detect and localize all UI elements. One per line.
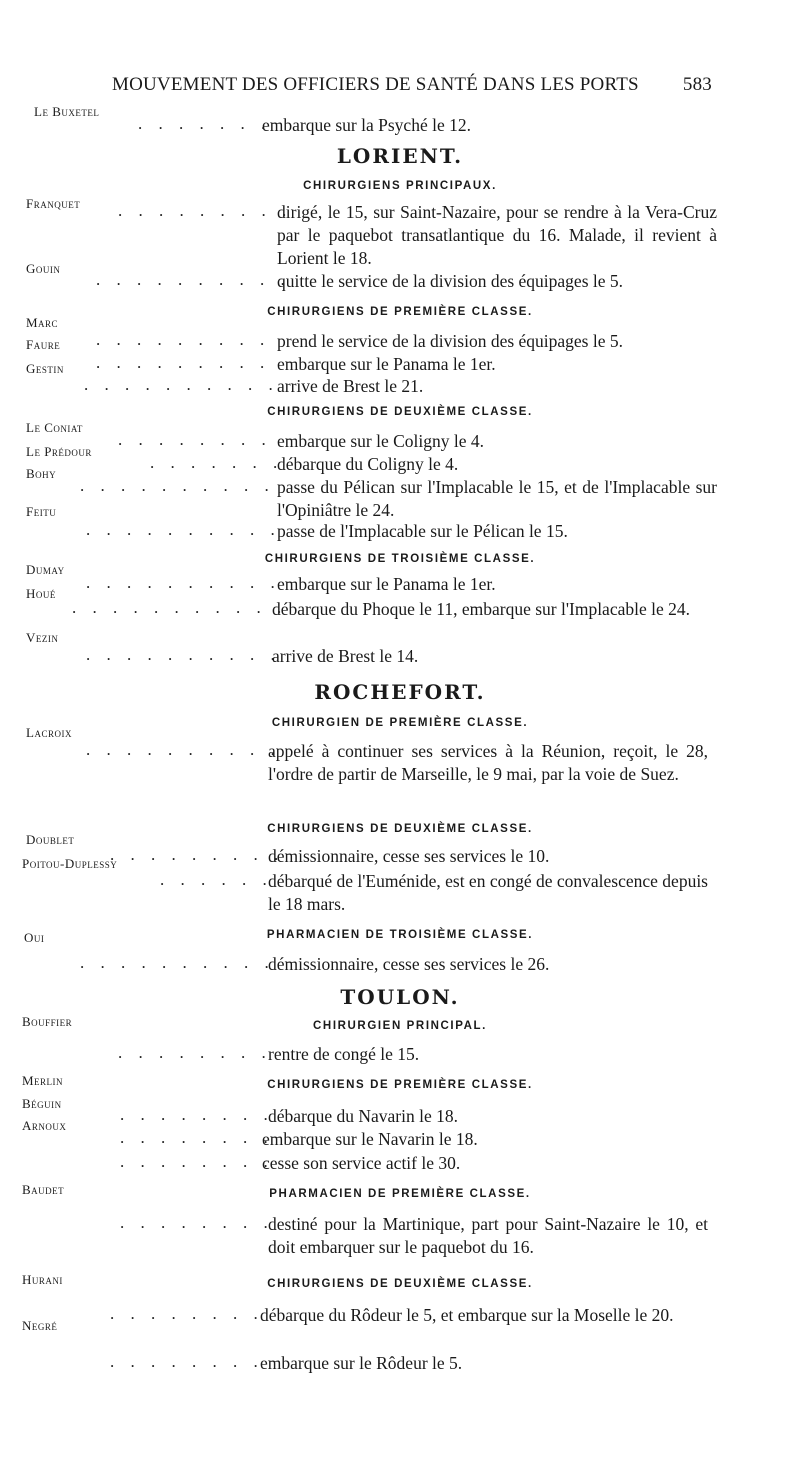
officer-name: Gouin [26,261,61,276]
port-heading-toulon: TOULON. [340,985,460,1009]
entry-text: débarque du Rôdeur le 5, et embarque sur la Moselle le 20. [260,1305,674,1325]
leader-dots: . . . . . . . [150,453,284,472]
running-header [112,74,712,100]
entry-text: quitte le service de la division des équipages le 5. [277,271,624,291]
officer-name: Merlin [22,1073,64,1088]
officer-name: Gestin [26,361,64,376]
entry-text: débarque du Phoque le 11, embarque sur l'Implacable le 24. [272,599,690,619]
entry-text: cesse son service actif le 30. [262,1153,461,1173]
officer-name: Vezin [26,630,59,645]
leader-dots: . . . . . . . . [118,1043,272,1062]
entry-text: débarque du Navarin le 18. [268,1106,458,1126]
officer-name: Béguin [22,1096,62,1111]
officer-name: Le Coniat [26,420,83,435]
entry-text: embarque sur le Panama le 1er. [277,574,496,594]
leader-dots: . . . . . . . . . . [86,740,281,759]
entry-text: rentre de congé le 15. [268,1044,420,1064]
leader-dots: . . . . . . . . . [96,353,271,372]
entry-text: embarque sur le Panama le 1er. [277,354,496,374]
officer-name: Hurani [22,1272,63,1287]
grade-heading: CHIRURGIEN PRINCIPAL. [313,1020,487,1032]
officer-name: Lacroix [26,725,72,740]
officer-name: Bouffier [22,1014,73,1029]
leader-dots: . . . . . . . . . [96,330,271,349]
page-number: 583 [682,74,712,95]
leader-dots: . . . . . . . . . . [86,520,281,539]
grade-heading: CHIRURGIENS DE DEUXIÈME CLASSE. [267,406,533,418]
officer-name: Houé [26,586,56,601]
entry-text: débarque du Coligny le 4. [277,454,459,474]
leader-dots: . . . . . . . . . . [80,476,275,495]
leader-dots: . . . . . . . . . [118,201,293,220]
officer-name: Baudet [22,1182,65,1197]
grade-heading: CHIRURGIENS PRINCIPAUX. [303,180,497,192]
leader-dots: . . . . . . . . . . [86,645,281,664]
leader-dots: . . . . . . . . [120,1152,274,1171]
entry-text: embarque sur la Psyché le 12. [262,115,471,135]
officer-name: Le Prédour [26,444,92,459]
leader-dots: . . . . . . . . [110,1352,264,1371]
officer-name: Arnoux [22,1118,67,1133]
entry-text: passe de l'Implacable sur le Pélican le 15. [277,521,568,541]
grade-heading: CHIRURGIENS DE DEUXIÈME CLASSE. [267,1278,533,1290]
grade-heading: CHIRURGIENS DE TROISIÈME CLASSE. [264,553,536,565]
header-title: MOUVEMENT DES OFFICIERS DE SANTÉ DANS LES PORTS [112,74,639,95]
leader-dots: . . . . . . . . . . [96,270,291,289]
leader-dots: . . . . . . . . [120,1213,274,1232]
entry-text: arrive de Brest le 21. [277,376,424,396]
grade-heading: CHIRURGIENS DE PREMIÈRE CLASSE. [267,1079,533,1091]
leader-dots: . . . . . . . . [120,1128,274,1147]
entry-text: embarque sur le Rôdeur le 5. [260,1353,463,1373]
grade-heading: CHIRURGIENS DE PREMIÈRE CLASSE. [267,306,533,318]
leader-dots: . . . . . . . . . . [86,573,281,592]
entry-text: passe du Pélican sur l'Implacable le 15, et de l'Implacable sur l'Opiniâtre le 24. [277,477,717,520]
officer-name: Oui [24,930,45,945]
grade-heading: PHARMACIEN DE PREMIÈRE CLASSE. [269,1188,531,1200]
leader-dots: . . . . . . . [138,114,272,133]
officer-name: Dumay [26,562,65,577]
officer-name: Faure [26,337,61,352]
entry-text: embarque sur le Navarin le 18. [262,1129,478,1149]
leader-dots: . . . . . . [160,870,273,889]
entry-text: appelé à continuer ses services à la Réunion, reçoit, le 28, l'ordre de partir de Marseille, le 9 mai, par la voie de Suez. [268,741,708,784]
entry-text: embarque sur le Coligny le 4. [277,431,485,451]
officer-name: Poitou-Duplessy [22,856,118,871]
port-heading-rochefort: ROCHEFORT. [314,680,486,704]
leader-dots: . . . . . . . . [120,1105,274,1124]
leader-dots: . . . . . . . . . [110,845,285,864]
entry-text: débarqué de l'Euménide, est en congé de convalescence depuis le 18 mars. [268,871,708,914]
grade-heading: CHIRURGIENS DE DEUXIÈME CLASSE. [267,823,533,835]
entry-text: arrive de Brest le 14. [272,646,419,666]
entry-text: démissionnaire, cesse ses services le 10. [268,846,550,866]
leader-dots: . . . . . . . . [110,1304,264,1323]
officer-name: Negré [22,1318,58,1333]
entry-text: démissionnaire, cesse ses services le 26. [268,954,550,974]
officer-name: Doublet [26,832,75,847]
officer-name: Franquet [26,196,81,211]
officer-name: Feitu [26,504,57,519]
entry-text: destiné pour la Martinique, part pour Saint-Nazaire le 10, et doit embarquer sur le paquebot du 16. [268,1214,708,1257]
leader-dots: . . . . . . . . [118,430,272,449]
leader-dots: . . . . . . . . . . . [72,598,288,617]
officer-name: Marc [26,315,59,330]
leader-dots: . . . . . . . . . . [80,953,275,972]
entry-text: prend le service de la division des équipages le 5. [277,331,624,351]
officer-name: Bohy [26,466,57,481]
leader-dots: . . . . . . . . . . [84,375,279,394]
grade-heading: CHIRURGIEN DE PREMIÈRE CLASSE. [271,717,529,729]
entry-text: dirigé, le 15, sur Saint-Nazaire, pour se rendre à la Vera-Cruz par le paquebot transatlantique du 16. Malade, il revient à Lorient le 18. [277,202,717,268]
officer-name: Le Buxetel [34,104,100,119]
grade-heading: PHARMACIEN DE TROISIÈME CLASSE. [266,929,534,941]
port-heading-lorient: LORIENT. [336,144,464,168]
